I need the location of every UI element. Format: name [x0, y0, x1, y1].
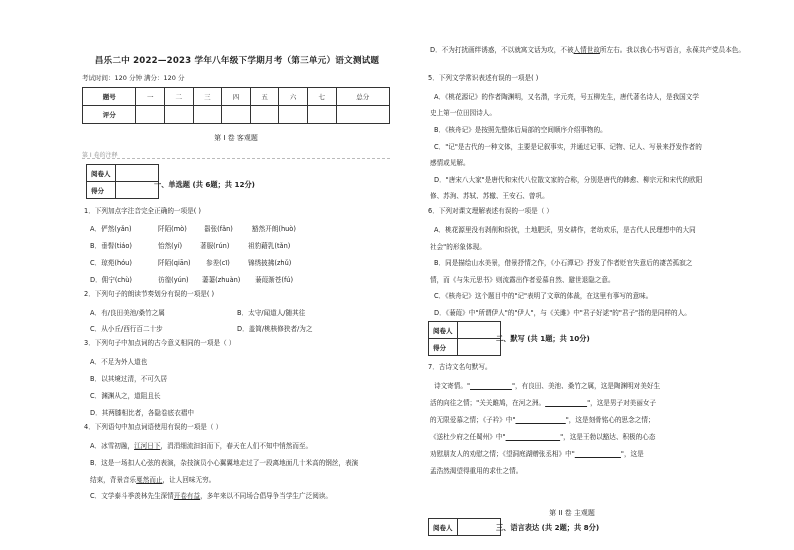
q1-option-a1: A．俨然(yǎn) — [90, 225, 132, 233]
score-row-label: 评分 — [83, 106, 136, 124]
q3-stem: 3．下列句子中加点词的古今意义相同的一项是（ ） — [84, 339, 236, 347]
q4-option-b-text1: 结束，背景音乐 — [90, 476, 137, 484]
q7-line3 — [430, 414, 655, 424]
score-cell — [279, 106, 308, 124]
q6-stem: 6．下列对课文理解表述有误的一项是（ ） — [428, 207, 553, 215]
q3-option-d: D．其两膝相比者，各隐卷底衣褶中 — [90, 409, 194, 417]
q7-line5-b: "，这是 — [620, 450, 644, 458]
grader-box-3 — [428, 518, 501, 536]
score-header-cell: 六 — [279, 88, 308, 106]
score-header-cell: 二 — [164, 88, 193, 106]
q5-option-b: B．《核舟记》是按照先整体后局部的空间顺序介绍事物的。 — [434, 126, 607, 134]
q7-line4 — [430, 431, 655, 441]
q1-option-b1: B．垂髫(tiáo) — [90, 242, 132, 250]
reviewer-cell — [457, 519, 500, 536]
q7-blank[interactable] — [575, 450, 621, 458]
score-cell — [136, 106, 165, 124]
score-header-cell: 题号 — [83, 88, 136, 106]
grader-box-2 — [428, 321, 501, 356]
q4-option-a-text1: A．冰雪初融， — [90, 442, 135, 450]
q7-blank[interactable] — [515, 416, 565, 424]
score-cell — [457, 339, 500, 356]
score-cell — [193, 106, 222, 124]
q1-option-b4: 祖豹藉乳(tǎn) — [248, 242, 291, 250]
q6-option-b-line2: 情，而《与朱元思书》则流露出作者爱慕自然、避世退隐之意。 — [430, 276, 615, 284]
exam-meta: 考试时间：120 分钟 满分：120 分 — [82, 74, 185, 82]
q7-line4-b: "，这是王勃以豁达、积极的心态 — [560, 433, 656, 441]
score-table — [82, 87, 390, 124]
q7-line1-b: "，有良田、美池、桑竹之属，这是陶渊明对美好生 — [511, 382, 661, 390]
score-cell — [164, 106, 193, 124]
q1-option-a4: 豁然开朗(huò) — [252, 225, 296, 233]
score-cell — [250, 106, 279, 124]
reviewer-label: 阅卷人 — [87, 165, 116, 182]
q1-option-c3: 参差(cī) — [206, 259, 230, 267]
q4-option-d-text2: 所左右。我以我心书写语言，永葆共产党员本色。 — [599, 46, 745, 54]
q6-option-c: C．《核舟记》这个题目中的"记"表明了文章的体裁，在这里有事写的意味。 — [434, 292, 653, 300]
q4-option-a — [90, 440, 312, 450]
score-label: 得分 — [429, 339, 458, 356]
q7-blank[interactable] — [545, 399, 587, 407]
q1-option-b2: 怡然(yí) — [158, 242, 183, 250]
grader-box-1 — [86, 164, 159, 199]
q4-option-b-line2 — [90, 474, 215, 484]
q4-option-d-line1 — [430, 44, 745, 54]
q2-option-d: D．盖简/桃核修狭者/为之 — [237, 325, 313, 333]
reviewer-label: 阅卷人 — [429, 322, 458, 339]
q7-line5-a: 劝慰朋友人的劝慰之情；《望洞庭湖赠张丞相》中" — [430, 450, 575, 458]
q4-option-d-term: 人情世故 — [573, 46, 600, 54]
volume-1-note: 第 I 卷的注释 — [82, 152, 118, 159]
q5-option-c-line2: 感情或见解。 — [430, 159, 470, 167]
q1-option-a2: 阡陌(mò) — [158, 225, 187, 233]
q4-option-d-text1: D．不为打扰画绊诱惑，不以就寓文话为攻，不被 — [430, 46, 574, 54]
score-header-row — [83, 88, 390, 106]
q5-option-d-line1: D．"唐宋八大家"是唐代和宋代八位散文家的合称，分别是唐代的韩愈、柳宗元和宋代的欧阳 — [434, 176, 703, 184]
q4-option-b-text2: ，让人回味无穷。 — [162, 476, 216, 484]
q4-option-c-text2: ，多年来以不同场合倡导争当学生广泛阅读。 — [200, 492, 332, 500]
q7-line2-b: "，这是男子对美丽女子 — [587, 399, 657, 407]
q7-line2-a: 活的向往之情；"关关雎鸠，在河之洲。 — [430, 399, 546, 407]
reviewer-cell — [457, 322, 500, 339]
q1-option-d3: 萋萋(zhuàn) — [202, 276, 241, 284]
q7-line1 — [434, 380, 660, 390]
q5-option-c-line1: C．"记"是古代的一种文体，主要是记叙事实，并通过记事、记物、记人、写景来抒发作者的 — [434, 143, 702, 151]
q3-option-c: C．渊渊从之，道阻且长 — [90, 392, 161, 400]
q3-option-a: A．不足为外人道也 — [90, 358, 148, 366]
q7-line4-a: 《送杜少府之任蜀州》中" — [430, 433, 506, 441]
q2-option-c: C．从小丘/西行百二十步 — [90, 325, 163, 333]
score-header-cell: 四 — [222, 88, 251, 106]
q1-stem: 1．下列加点字注音完全正确的一项是( ) — [84, 207, 201, 215]
q4-option-c-term: 开卷有益 — [173, 492, 201, 500]
q7-blank[interactable] — [506, 433, 561, 441]
section-2-heading: 二、默写 (共 1题；共 10分) — [496, 334, 590, 343]
q6-option-a-line1: A．桃花源里没有剥削和纷扰，土地肥沃，男女耕作，老幼欢乐，是古代人民理想中的大同 — [434, 226, 696, 234]
q5-option-a-line2: 史上第一位田园诗人。 — [430, 109, 496, 117]
section-1-heading: 一、单选题 (共 6题；共 12分) — [154, 180, 255, 189]
score-cell — [336, 106, 389, 124]
q7-line3-b: "，这是刻骨铭心的思念之情； — [565, 416, 655, 424]
score-header-cell: 五 — [250, 88, 279, 106]
score-header-cell: 三 — [193, 88, 222, 106]
q7-line1-a: 诗文寄情。" — [434, 382, 471, 390]
q4-option-a-text2: ，涓涓细流汩汩而下，春天在人们不知中悄然而至。 — [160, 442, 313, 450]
q5-stem: 5．下列文学常识表述有误的一项是( ) — [428, 74, 539, 82]
q4-option-c — [90, 490, 332, 500]
q7-line5 — [430, 448, 644, 458]
q5-option-d-line2: 修、苏洵、苏轼、苏辙、王安石、曾巩。 — [430, 192, 549, 200]
q2-stem: 2．下列句子的朗读节奏划分有误的一项是( ) — [84, 290, 215, 298]
q3-option-b: B．以其境过清，不可久居 — [90, 375, 168, 383]
q6-option-d: D．《蒹葭》中"所谓伊人"的"伊人"，与《关雎》中"君子好逑"的"君子"指的是同样的人。 — [434, 309, 691, 317]
q1-option-c4: 锦绣披拂(zhǔ) — [248, 259, 292, 267]
score-header-cell: 七 — [307, 88, 336, 106]
q7-line3-a: 的无限爱慕之情；《子衿》中" — [430, 416, 516, 424]
q6-option-a-line2: 社会"的形象体现。 — [430, 243, 486, 251]
q1-option-a3: 嚣张(fǎn) — [204, 225, 233, 233]
q6-option-b-line1: B．同是描绘山水美景，借景抒情之作，《小石潭记》抒发了作者贬官失意后的凄苦孤寂之 — [434, 259, 693, 267]
section-3-heading: 三、语言表达 (共 2题；共 8分) — [496, 523, 600, 532]
q4-stem: 4．下列语句中加点词语使用有误的一项是（ ） — [84, 423, 223, 431]
volume-2-heading: 第 II 卷 主观题 — [549, 509, 595, 517]
score-value-row — [83, 106, 390, 124]
q7-line6: 孟浩然渴望得重用的求仕之情。 — [430, 467, 523, 475]
exam-title: 昌乐二中 2022—2023 学年八年级下学期月考（第三单元）语文测试题 — [94, 56, 380, 66]
q5-option-a-line1: A．《桃花源记》的作者陶渊明，又名潜，字元亮，号五柳先生，唐代著名诗人，是我国文学 — [434, 93, 699, 101]
score-header-cell: 一 — [136, 88, 165, 106]
q2-option-b: B．太守/闻道人/随其往 — [237, 309, 306, 317]
q7-stem: 7．古诗文名句默写。 — [428, 363, 492, 371]
q1-option-d1: D．佣宁(chù) — [90, 276, 132, 284]
reviewer-label: 阅卷人 — [429, 519, 458, 536]
score-cell — [307, 106, 336, 124]
reviewer-cell — [115, 165, 158, 182]
score-header-cell: 总分 — [336, 88, 389, 106]
score-cell — [115, 182, 158, 199]
q1-option-d2: 彷徨(yún) — [158, 276, 189, 284]
q1-option-c2: 阡陌(qiān) — [158, 259, 191, 267]
q4-option-a-term: 江河日下 — [134, 442, 161, 450]
divider — [82, 158, 390, 159]
q1-option-c1: C．琼苑(hóu) — [90, 259, 132, 267]
q4-option-b-line1: B．这是一场扣人心弦的表演，杂技演员小心翼翼地走过了一段离地面几十米高的钢丝，表演 — [90, 459, 359, 467]
q2-option-a: A．有/良田美池/桑竹之属 — [90, 309, 165, 317]
score-label: 得分 — [87, 182, 116, 199]
score-cell — [222, 106, 251, 124]
volume-1-heading: 第 I 卷 客观题 — [214, 134, 258, 142]
q1-option-b3: 著服(rún) — [200, 242, 230, 250]
q4-option-b-term: 戛然而止 — [136, 476, 163, 484]
q4-option-c-text1: C．文学泰斗季羡林先生深情 — [90, 492, 174, 500]
q7-blank[interactable] — [470, 382, 512, 390]
q7-line2 — [430, 397, 656, 407]
q1-option-d4: 蒹葭渐苍(fú) — [255, 276, 294, 284]
